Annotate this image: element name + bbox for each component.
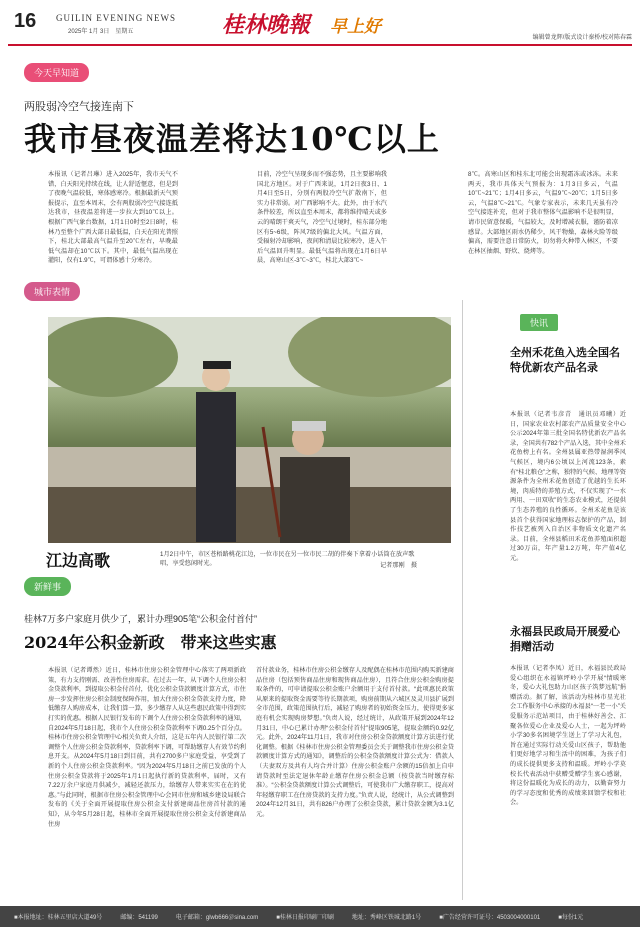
footer-address: ■本报地址：桂林五里店大道49号 [14,915,103,921]
footer-printer: ■桂林日报印刷厂印刷 [276,915,334,921]
sidebar-label: 快讯 [520,314,558,331]
photo-singer [196,392,236,542]
lead-kicker: 两股弱冷空气接连南下 [24,101,134,113]
lead-column-3: 8℃。高寒山区和桂东北可能会出现霜冻或冰冻。未来两天，我市具体天气预报为：1月3日多云，气温10℃~21℃；1月4日多云，气温9℃~20℃；1月5日多云，气温8℃~21℃。气象专家表示，未来几天虽有冷空气接连补充，但对于我市整体气温影响不是很明显，请市民留意保暖，气温较大，及时增减衣服，谨防着凉感冒。大部地区雨水仍稀少，风干物燥，森林火险等级偏高，需要注意日常防火，切勿将火种带入林区，不要在林区抽烟、野炊、烧烤等。 [468,171,618,255]
page-number: 16 [14,10,37,32]
section-tag-today: 今天早知道 [24,63,89,82]
sidebar-story1-headline: 全州禾花鱼入选全国名特优新农产品名录 [510,346,620,374]
story2-column-2: 首付款业务，桂林市住房公积金缴存人及配偶在桂林市范围内购买新建商品住房（包括预售商品住房和现售商品住房），且符合住房公积金购房提取条件的，可申请提取公积金账户余额用于支付首付款。“此项惠民政策从原来的提取资金需要等待长期款项，购房前期从六城区及灵川县扩展到全市范围，政策范围执行后，减轻了购房者的初始资金压力，使得更多家庭有机会实现购房梦想。”负责人说，经过统计，从政策开展到2024年12月31日，中心已累计办理“公积金付首付”提取905笔，提取金额约0.92亿元。此外，2024年11月1日，我市对住房公积金贷款额度计算方法进行优化调整。根据《桂林市住房公积金管理委员会关于调整我市住房公积金贷款额度计算方式的通知》，调整后的公积金贷款额度计算公式为：借款人（夫妻双方及共有人均合并计算）住房公积金账户余额的15倍加上自申请贷款时至法定退休年龄止缴存住房公积金总额（按贷款当时缴存标准）。“公积金贷款额度计算公式调整后，可使我市广大缴存职工，提高对年轻缴存职工在住房贷款的支持力度。”负责人说，经统计，从公式调整到2024年12月31日，共有826户办理了公积金贷款，累计贷款金额为3.1亿元。 [256,667,454,818]
photo-illustration [48,317,451,543]
section-title: 早上好 [330,17,381,37]
footer-price: ■每份1元 [558,915,584,921]
story2-headline: 2024年公积金新政 带来这些实惠 [24,633,277,652]
lead-column-1: 本报讯（记者吕琳）进入2025年，我市天气不错，白天阳光持续在线，让人舒适惬意，但是到了夜晚气温较低，寒体感寒冷。根据最新天气预报提示，直至本周末，会有两股弱冷空气接连抵达我市，昼夜温差将进一步拉大到10℃以上。根据广西气象台数据，1月1日0时至2日8时，桂林乃至整个广西大部日最低温，白天在阳光普照下，桂北大部最高气温升至20℃左右，早晚最低气温却在10℃以下。其中，最低气温出现在灌阳，仅有1.9℃，可谓体感十分寒冷。 [48,171,178,265]
editor-credits: 编辑曾龙辉/版式设计秦桥/校对陈春霖 [532,35,632,41]
photo-railing [48,447,451,487]
header-rule [8,44,632,46]
footer-license: ■广告经营许可证号：4503004000101 [439,915,541,921]
section-tag-city: 城市表情 [24,282,80,301]
footer-printer-address: 地址：秀峰区铁城北路1号 [351,915,422,921]
story2-kicker: 桂林7万多户家庭月供少了，累计办理905笔“公积金付首付” [24,614,258,624]
photo-caption: 1月2日中午，市区苍梧路桃花江边，一位市民在另一位市民二胡的伴奏下拿着小话筒在放声歌唱，享受悠闲时光。 [160,551,415,567]
brand-logo: 桂林晚報 [222,12,311,38]
news-photo [48,317,451,543]
sidebar-story2-headline: 永福县民政局开展爱心捐赠活动 [510,625,620,653]
footer-bar [0,906,640,927]
photo-ground [48,487,451,543]
paper-name: GUILIN EVENING NEWS [56,13,176,23]
sidebar-divider [462,300,463,900]
photo-musician [280,457,350,543]
photo-title: 江边高歌 [46,551,111,570]
section-tag-new: 新鲜事 [24,577,71,596]
lead-column-2: 目前，冷空气呈现多而不强态势，且主要影响我国北方地区。对于广西来说，1月2日夜3日、1月4日至5日，分别有两股冷空气扩散南下，但实力非常弱。对广西影响不大。此外，由于水汽条件较差，所以直至本周末，都将维持晴天或多云的晴朗干爽天气，冷空气过境时，桂东部分地区有5~6级，阵风7级的偏北大风。气温方面，受辐射冷却影响，夜间和清晨比较寒冷，进入午后气温回升明显。最低气温将出现在1月6日早晨，高寒山区-3℃~3℃，桂北大部3℃~ [257,171,387,265]
story2-column-1: 本报讯（记者谭然）近日，桂林市住房公积金管理中心落实了两项新政策，有力支持刚需、改善性住房需求。在过去一年，从下调个人住房公积金贷款利率，到提取公积金付首付，优化公积金贷款额度计算方式，市住房一步发挥住房公积金制度保障作用，加大住房公积金贷款支持力度，降低缴存人购房成本，让我们算一算，多少缴存人从这些惠民政策中得到实打实的优惠。根据人民银行发布的下调个人住房公积金贷款利率的通知，自2024年5月18日起，我市个人住房公积金贷款利率下调0.25个百分点。桂林市住房公积金管理中心相关负责人介绍，这是五年内人民银行第二次调整个人住房公积金贷款利率，贷款利率下调，可帮助缴存人有效节约利息开支。从2024年5月18日到目前，共有2700多户家庭受益，享受到了新的个人住房公积金贷款利率。“因为2024年5月18日之前已发放的个人住房公积金贷款将于2025年1月1日起执行新的贷款利率，届时，又有7.22万余户家庭月供减少，减轻还款压力，给缴存人带来实实在在的优惠。”与此同时，根据市住房公积金管理中心会同市住房和城乡建设局联合发布的《关于全面开展提取住房公积金支付新建商品住房首付款的通知》，从今年5月28日起，桂林市全面开展提取住房公积金支付新建商品住房 [48,667,246,828]
footer-email: 电子邮箱：glwb666＠sina.com [175,915,259,921]
sidebar-story2-body: 本报讯（记者李凤）近日，永福县民政局爱心组织在永福镇坪岭小学开展“情暖寒冬，爱心大礼包助力山区孩子筑梦远航”捐赠活动。据了解，该活动为桂林市星光社会工作服务中心承接的永福县“一老一小”关爱服务示范站项目，由于桂林好善会、汇聚各位爱心企业及爱心人士，一起为坪岭小学30多名困境学生送上了学习大礼包，旨在通过实际行动关爱山区孩子，帮助他们更好地学习和生活中的困难，为孩子们的成长提供更多支持和温暖。坪岭小学莫校长代表活动中获赠受赠学生衷心感谢，将这份温暖化为成长的动力，以勤奋努力的学习态度和优秀的成绩来回馈学校和社会。 [510,665,626,807]
lead-headline: 我市昼夜温差将达10℃以上 [24,120,440,158]
photo-credit: 记者那刚 摄 [380,562,418,569]
footer-postcode: 邮编：541199 [120,915,158,921]
photo-musician-cap [292,421,326,431]
date-line: 2025年 1月 3日 星期五 [68,29,134,35]
sidebar-story1-body: 本报讯（记者韦彦青 通讯员邓曦）近日，国家农业农村部农产品质量安全中心公示2024年第三批全国名特优新农产品名录，全国共有782个产品入选，其中全州禾花鱼榜上有名。全州县属亚热带湿润季风气候区，境内6公顷以上河流123条，素有“桂北粮仓”之称，独特的气候、地理等资源条件为全州禾花鱼创造了优越的生长环境，肉质特的养殖方式，不仅实现了“一水两用、一田双收”的生态农业模式，还提供了生态养殖的良性循环。全州禾花鱼是该县首个获得国家地理标志保护的产品，制作技艺被列入自治区非物质文化遗产名录。目前，全州县稻田禾花鱼养殖面积超过30万亩，年产量1.2万吨，年产值4亿元。 [510,411,626,562]
photo-singer-cap [203,361,231,369]
